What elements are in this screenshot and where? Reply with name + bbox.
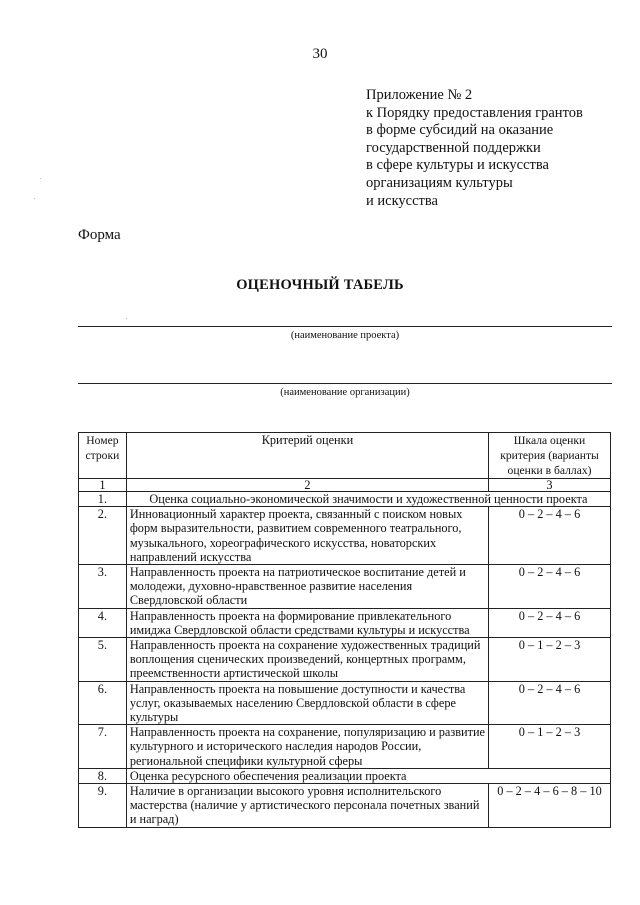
row-number: 7. bbox=[79, 725, 127, 769]
organization-name-line bbox=[78, 383, 612, 384]
row-criterion: Направленность проекта на патриотическое воспитание детей и молодежи, духовно-нравственное развитие населения Свердловской области bbox=[126, 565, 488, 609]
header-row-number: Номер строки bbox=[79, 433, 127, 479]
table-row bbox=[79, 608, 611, 637]
row-number: 6. bbox=[79, 681, 127, 725]
document-title: ОЦЕНОЧНЫЙ ТАБЕЛЬ bbox=[236, 277, 404, 293]
project-name-line bbox=[78, 326, 612, 327]
row-criterion: Направленность проекта на сохранение, популяризацию и развитие культурного и исторического наследия народов России, региональной специфики культурной сферы bbox=[126, 725, 488, 769]
row-number: 5. bbox=[79, 638, 127, 682]
header-scale: Шкала оценки критерия (варианты оценки в баллах) bbox=[489, 433, 611, 479]
row-scale: 0 – 2 – 4 – 6 – 8 – 10 bbox=[489, 784, 611, 828]
column-index: 1 bbox=[79, 479, 127, 492]
appendix-line: государственной поддержки bbox=[366, 139, 541, 156]
row-scale: 0 – 2 – 4 – 6 bbox=[489, 681, 611, 725]
row-scale: 0 – 1 – 2 – 3 bbox=[489, 638, 611, 682]
table-row bbox=[79, 725, 611, 769]
column-index: 2 bbox=[126, 479, 488, 492]
scan-speck bbox=[40, 178, 41, 179]
row-scale: 0 – 2 – 4 – 6 bbox=[489, 608, 611, 637]
row-number: 4. bbox=[79, 608, 127, 637]
row-number: 2. bbox=[79, 507, 127, 565]
appendix-line: в сфере культуры и искусства bbox=[366, 157, 549, 174]
scan-speck bbox=[34, 198, 35, 199]
scan-speck bbox=[126, 318, 127, 319]
table-row bbox=[79, 638, 611, 682]
organization-name-caption: (наименование организации) bbox=[280, 387, 410, 398]
form-label: Форма bbox=[78, 227, 121, 243]
column-index: 3 bbox=[489, 479, 611, 492]
appendix-line: в форме субсидий на оказание bbox=[366, 122, 554, 139]
row-criterion: Оценка ресурсного обеспечения реализации проекта bbox=[126, 768, 610, 783]
appendix-line: и искусства bbox=[366, 192, 438, 209]
page-number: 30 bbox=[312, 46, 328, 62]
table-row bbox=[79, 681, 611, 725]
row-number: 8. bbox=[79, 768, 127, 783]
table-row bbox=[79, 492, 611, 507]
table-row bbox=[79, 507, 611, 565]
row-scale: 0 – 1 – 2 – 3 bbox=[489, 725, 611, 769]
row-number: 3. bbox=[79, 565, 127, 609]
table-row bbox=[79, 784, 611, 828]
evaluation-table bbox=[78, 432, 611, 828]
row-criterion: Направленность проекта на сохранение художественных традиций воплощения сценических произведений, концертных программ, преемственности артистической школы bbox=[126, 638, 488, 682]
row-number: 9. bbox=[79, 784, 127, 828]
appendix-line: Приложение № 2 bbox=[366, 87, 473, 103]
row-number: 1. bbox=[79, 492, 127, 507]
appendix-line: к Порядку предоставления грантов bbox=[366, 104, 583, 121]
row-criterion: Наличие в организации высокого уровня исполнительского мастерства (наличие у артистического персонала почетных званий и наград) bbox=[126, 784, 488, 828]
header-criterion: Критерий оценки bbox=[126, 433, 488, 479]
table-row bbox=[79, 565, 611, 609]
table-header-row bbox=[79, 433, 611, 479]
row-scale: 0 – 2 – 4 – 6 bbox=[489, 507, 611, 565]
column-index-row bbox=[79, 479, 611, 492]
table-row bbox=[79, 768, 611, 783]
appendix-block bbox=[366, 87, 616, 210]
row-scale: 0 – 2 – 4 – 6 bbox=[489, 565, 611, 609]
appendix-line: организациям культуры bbox=[366, 174, 513, 191]
row-criterion: Оценка социально-экономической значимости и художественной ценности проекта bbox=[126, 492, 610, 507]
row-criterion: Направленность проекта на формирование привлекательного имиджа Свердловской области средствами культуры и искусства bbox=[126, 608, 488, 637]
project-name-caption: (наименование проекта) bbox=[290, 330, 400, 341]
row-criterion: Направленность проекта на повышение доступности и качества услуг, оказываемых населению Свердловской области в сфере культуры bbox=[126, 681, 488, 725]
row-criterion: Инновационный характер проекта, связанный с поиском новых форм выразительности, развитием современного театрального, музыкального, хореографического искусства, новаторских направлений искусства bbox=[126, 507, 488, 565]
